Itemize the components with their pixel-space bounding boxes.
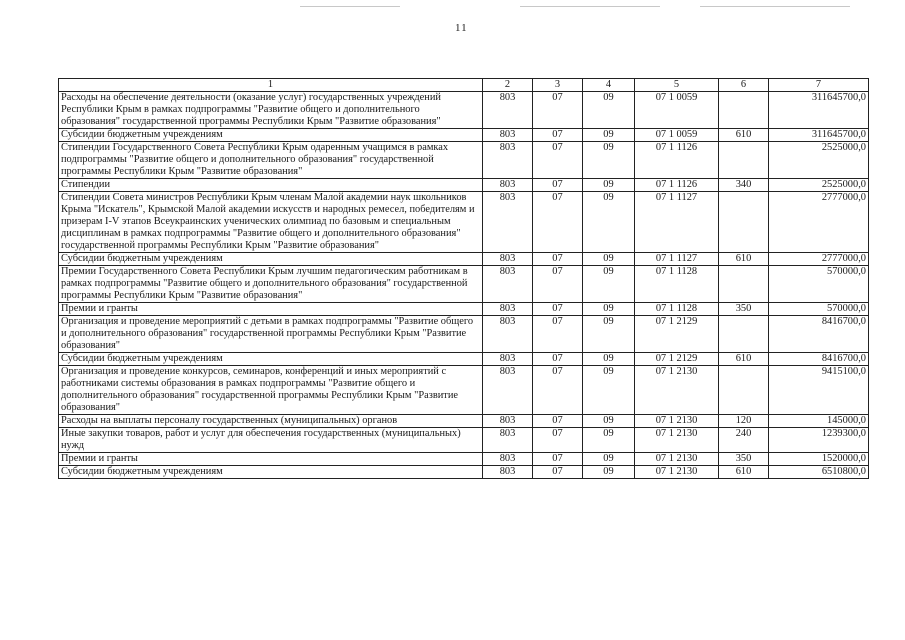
rz-code: 07 bbox=[533, 192, 583, 253]
vr-code: 120 bbox=[719, 415, 769, 428]
expense-description: Премии и гранты bbox=[59, 303, 483, 316]
column-header: 2 bbox=[483, 79, 533, 92]
vr-code bbox=[719, 192, 769, 253]
rz-code: 07 bbox=[533, 266, 583, 303]
csr-code: 07 1 1126 bbox=[635, 142, 719, 179]
vr-code bbox=[719, 266, 769, 303]
table-row bbox=[59, 316, 869, 353]
pr-code: 09 bbox=[583, 353, 635, 366]
column-header: 6 bbox=[719, 79, 769, 92]
pr-code: 09 bbox=[583, 428, 635, 453]
amount: 1239300,0 bbox=[769, 428, 869, 453]
gr-code: 803 bbox=[483, 192, 533, 253]
scan-edge-line bbox=[300, 6, 400, 7]
rz-code: 07 bbox=[533, 466, 583, 479]
amount: 2525000,0 bbox=[769, 179, 869, 192]
vr-code: 610 bbox=[719, 353, 769, 366]
expense-description: Субсидии бюджетным учреждениям bbox=[59, 466, 483, 479]
csr-code: 07 1 1127 bbox=[635, 192, 719, 253]
csr-code: 07 1 2130 bbox=[635, 466, 719, 479]
amount: 570000,0 bbox=[769, 266, 869, 303]
vr-code: 240 bbox=[719, 428, 769, 453]
csr-code: 07 1 1126 bbox=[635, 179, 719, 192]
amount: 9415100,0 bbox=[769, 366, 869, 415]
expense-description: Расходы на выплаты персоналу государственных (муниципальных) органов bbox=[59, 415, 483, 428]
vr-code bbox=[719, 92, 769, 129]
vr-code bbox=[719, 316, 769, 353]
table-row bbox=[59, 129, 869, 142]
gr-code: 803 bbox=[483, 266, 533, 303]
table-row bbox=[59, 428, 869, 453]
amount: 311645700,0 bbox=[769, 129, 869, 142]
expense-description: Премии Государственного Совета Республики Крым лучшим педагогическим работникам в рамках подпрограммы "Развитие общего и дополнительного образования" государственной программы Республики Крым "Развитие образования" bbox=[59, 266, 483, 303]
table-row bbox=[59, 253, 869, 266]
table-row bbox=[59, 366, 869, 415]
expense-description: Организация и проведение мероприятий с детьми в рамках подпрограммы "Развитие общего и дополнительного образования" государственной программы Республики Крым "Развитие образования" bbox=[59, 316, 483, 353]
expense-description: Субсидии бюджетным учреждениям bbox=[59, 129, 483, 142]
vr-code: 350 bbox=[719, 453, 769, 466]
csr-code: 07 1 2130 bbox=[635, 415, 719, 428]
expense-description: Субсидии бюджетным учреждениям bbox=[59, 253, 483, 266]
pr-code: 09 bbox=[583, 253, 635, 266]
table-header-row bbox=[59, 79, 869, 92]
gr-code: 803 bbox=[483, 453, 533, 466]
vr-code: 340 bbox=[719, 179, 769, 192]
gr-code: 803 bbox=[483, 316, 533, 353]
expense-description: Стипендии Государственного Совета Республики Крым одаренным учащимся в рамках подпрограммы "Развитие общего и дополнительного образования" государственной программы Республики Крым "Развитие образования" bbox=[59, 142, 483, 179]
expense-description: Организация и проведение конкурсов, семинаров, конференций и иных мероприятий с работниками системы образования в рамках подпрограммы "Развитие общего и дополнительного образования" государственной программы Республики Крым "Развитие образования" bbox=[59, 366, 483, 415]
table-row bbox=[59, 142, 869, 179]
gr-code: 803 bbox=[483, 179, 533, 192]
gr-code: 803 bbox=[483, 466, 533, 479]
amount: 6510800,0 bbox=[769, 466, 869, 479]
vr-code bbox=[719, 366, 769, 415]
scan-edge-line bbox=[520, 6, 660, 7]
gr-code: 803 bbox=[483, 303, 533, 316]
amount: 570000,0 bbox=[769, 303, 869, 316]
table-row bbox=[59, 92, 869, 129]
pr-code: 09 bbox=[583, 192, 635, 253]
pr-code: 09 bbox=[583, 453, 635, 466]
csr-code: 07 1 1128 bbox=[635, 266, 719, 303]
csr-code: 07 1 1128 bbox=[635, 303, 719, 316]
gr-code: 803 bbox=[483, 142, 533, 179]
gr-code: 803 bbox=[483, 129, 533, 142]
expense-description: Стипендии bbox=[59, 179, 483, 192]
scan-edge-line bbox=[700, 6, 850, 7]
pr-code: 09 bbox=[583, 266, 635, 303]
table-row bbox=[59, 192, 869, 253]
column-header: 7 bbox=[769, 79, 869, 92]
amount: 2777000,0 bbox=[769, 253, 869, 266]
rz-code: 07 bbox=[533, 92, 583, 129]
rz-code: 07 bbox=[533, 129, 583, 142]
pr-code: 09 bbox=[583, 415, 635, 428]
table-row bbox=[59, 303, 869, 316]
rz-code: 07 bbox=[533, 142, 583, 179]
rz-code: 07 bbox=[533, 253, 583, 266]
gr-code: 803 bbox=[483, 366, 533, 415]
csr-code: 07 1 0059 bbox=[635, 129, 719, 142]
pr-code: 09 bbox=[583, 366, 635, 415]
csr-code: 07 1 0059 bbox=[635, 92, 719, 129]
rz-code: 07 bbox=[533, 453, 583, 466]
pr-code: 09 bbox=[583, 179, 635, 192]
amount: 1520000,0 bbox=[769, 453, 869, 466]
csr-code: 07 1 2130 bbox=[635, 366, 719, 415]
gr-code: 803 bbox=[483, 415, 533, 428]
rz-code: 07 bbox=[533, 366, 583, 415]
vr-code: 610 bbox=[719, 253, 769, 266]
vr-code: 610 bbox=[719, 129, 769, 142]
column-header: 4 bbox=[583, 79, 635, 92]
table-row bbox=[59, 415, 869, 428]
csr-code: 07 1 2129 bbox=[635, 316, 719, 353]
rz-code: 07 bbox=[533, 353, 583, 366]
page-number: 11 bbox=[455, 22, 468, 34]
csr-code: 07 1 2129 bbox=[635, 353, 719, 366]
column-header: 5 bbox=[635, 79, 719, 92]
expense-description: Премии и гранты bbox=[59, 453, 483, 466]
rz-code: 07 bbox=[533, 415, 583, 428]
gr-code: 803 bbox=[483, 253, 533, 266]
vr-code: 610 bbox=[719, 466, 769, 479]
amount: 145000,0 bbox=[769, 415, 869, 428]
csr-code: 07 1 1127 bbox=[635, 253, 719, 266]
column-header: 1 bbox=[59, 79, 483, 92]
csr-code: 07 1 2130 bbox=[635, 453, 719, 466]
pr-code: 09 bbox=[583, 142, 635, 179]
table-row bbox=[59, 466, 869, 479]
table-row bbox=[59, 353, 869, 366]
gr-code: 803 bbox=[483, 92, 533, 129]
budget-table bbox=[58, 78, 869, 479]
amount: 2777000,0 bbox=[769, 192, 869, 253]
table-row bbox=[59, 453, 869, 466]
rz-code: 07 bbox=[533, 179, 583, 192]
vr-code: 350 bbox=[719, 303, 769, 316]
gr-code: 803 bbox=[483, 428, 533, 453]
column-header: 3 bbox=[533, 79, 583, 92]
vr-code bbox=[719, 142, 769, 179]
rz-code: 07 bbox=[533, 316, 583, 353]
pr-code: 09 bbox=[583, 92, 635, 129]
expense-description: Субсидии бюджетным учреждениям bbox=[59, 353, 483, 366]
pr-code: 09 bbox=[583, 316, 635, 353]
csr-code: 07 1 2130 bbox=[635, 428, 719, 453]
amount: 8416700,0 bbox=[769, 316, 869, 353]
amount: 8416700,0 bbox=[769, 353, 869, 366]
expense-description: Иные закупки товаров, работ и услуг для обеспечения государственных (муниципальных) нужд bbox=[59, 428, 483, 453]
rz-code: 07 bbox=[533, 303, 583, 316]
table-row bbox=[59, 266, 869, 303]
pr-code: 09 bbox=[583, 466, 635, 479]
expense-description: Расходы на обеспечение деятельности (оказание услуг) государственных учреждений Республики Крым в рамках подпрограммы "Развитие общего и дополнительного образования" государственной программы Республики Крым "Развитие образования" bbox=[59, 92, 483, 129]
amount: 2525000,0 bbox=[769, 142, 869, 179]
amount: 311645700,0 bbox=[769, 92, 869, 129]
table-row bbox=[59, 179, 869, 192]
expense-description: Стипендии Совета министров Республики Крым членам Малой академии наук школьников Крыма "Искатель", Крымской Малой академии искусств и народных ремесел, победителям и призерам I-V этапов Всеукраинских ученических олимпиад по базовым и специальным дисциплинам в рамках подпрограммы "Развитие общего и дополнительного образования" государственной программы Республики Крым "Развитие образования" bbox=[59, 192, 483, 253]
pr-code: 09 bbox=[583, 303, 635, 316]
rz-code: 07 bbox=[533, 428, 583, 453]
gr-code: 803 bbox=[483, 353, 533, 366]
pr-code: 09 bbox=[583, 129, 635, 142]
